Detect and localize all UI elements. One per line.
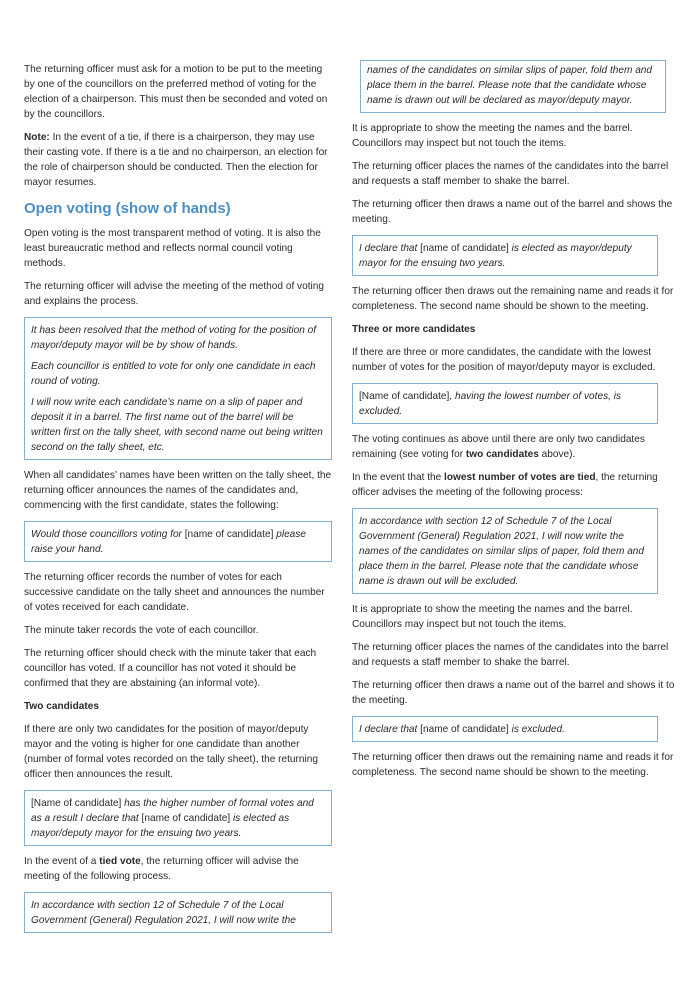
- script-text: It has been resolved that the method of voting for the position of mayor/deputy mayor will be by show of hands.: [31, 325, 317, 351]
- script-text: I declare that: [359, 724, 421, 735]
- script-box: [352, 383, 658, 424]
- note-paragraph: [24, 130, 332, 190]
- paragraph: It is appropriate to show the meeting the names and the barrel. Councillors may inspect but not touch the items.: [352, 604, 633, 630]
- placeholder-text: [Name of candidate]: [359, 391, 450, 402]
- text: above).: [538, 449, 576, 460]
- script-line: [31, 796, 325, 841]
- script-text: is elected as mayor/deputy mayor for the ensuing two years.: [359, 243, 632, 269]
- script-text: has the higher number of formal votes and as a result I declare that: [31, 798, 314, 824]
- paragraph: The returning officer places the names of the candidates into the barrel and requests a staff member to shake the barrel.: [352, 161, 669, 187]
- script-line: [359, 389, 651, 419]
- script-box: [352, 508, 658, 594]
- script-text: please raise your hand.: [31, 529, 306, 555]
- script-text: , having the lowest number of votes, is excluded.: [359, 391, 622, 417]
- script-line: [31, 395, 325, 455]
- text: In the event that the: [352, 472, 445, 483]
- script-line: [31, 898, 325, 928]
- subheading: Two candidates: [24, 701, 99, 712]
- text: The voting continues as above until there are only two candidates remaining (see voting for: [352, 434, 645, 460]
- note-text: In the event of a tie, if there is a chairperson, they may use their casting vote. If there is a tie and no chairperson, an election for the role of chairperson should be conducted. Then the election for mayor resumes.: [24, 132, 328, 188]
- bold-text: tied vote: [99, 856, 141, 867]
- script-box: [24, 521, 332, 562]
- paragraph: [352, 470, 683, 500]
- script-text: In accordance with section 12 of Schedule 7 of the Local Government (General) Regulation 2021, I will now write the: [31, 900, 296, 926]
- script-line: [359, 514, 651, 589]
- bold-text: two candidates: [465, 449, 539, 460]
- paragraph: The returning officer then draws a name out of the barrel and shows the meeting.: [352, 199, 673, 225]
- text: , the returning officer will advise the meeting of the following process.: [24, 856, 299, 882]
- script-line: [359, 241, 651, 271]
- paragraph: [352, 432, 683, 462]
- section-heading: Open voting (show of hands): [24, 200, 231, 217]
- placeholder-text: [name of candidate]: [184, 529, 274, 540]
- paragraph: The returning officer should check with the minute taker that each councillor has voted. If a councillor has not voted it should be confirmed that they are abstaining (an informal vote).: [24, 648, 317, 689]
- script-text: is excluded.: [508, 724, 565, 735]
- paragraph: The returning officer then draws out the remaining name and reads it for completeness. The second name should be shown to the meeting.: [352, 752, 674, 778]
- right-column: [352, 60, 683, 788]
- paragraph: If there are only two candidates for the position of mayor/deputy mayor and the voting is higher for one candidate than another (number of formal votes recorded on the tally sheet), the returning officer then announces the result.: [24, 724, 318, 780]
- script-box: [24, 790, 332, 846]
- paragraph: Open voting is the most transparent method of voting. It is also the least bureaucratic method and reflects normal council voting methods.: [24, 228, 321, 269]
- placeholder-text: [name of candidate]: [420, 724, 509, 735]
- script-line: [359, 722, 651, 737]
- bold-text: lowest number of votes are tied: [444, 472, 596, 483]
- script-text: Would those councillors voting for: [31, 529, 185, 540]
- script-text: names of the candidates on similar slips of paper, fold them and place them in the barrel. Please note that the candidate whose name is drawn out will be declared as mayor/deputy mayor.: [367, 65, 653, 106]
- script-box: [24, 317, 332, 460]
- paragraph: The returning officer places the names of the candidates into the barrel and requests a staff member to shake the barrel.: [352, 642, 669, 668]
- placeholder-text: [name of candidate]: [420, 243, 509, 254]
- script-line: [31, 323, 325, 353]
- paragraph: When all candidates’ names have been written on the tally sheet, the returning officer announces the names of the candidates and, commencing with the first candidate, states the following:: [24, 470, 332, 511]
- script-line: [367, 63, 659, 108]
- paragraph: The returning officer records the number of votes for each successive candidate on the tally sheet and announces the number of votes received for each candidate.: [24, 572, 325, 613]
- script-box: [352, 235, 658, 276]
- script-text: Each councillor is entitled to vote for only one candidate in each round of voting.: [31, 361, 316, 387]
- paragraph: The minute taker records the vote of each councillor.: [24, 625, 259, 636]
- paragraph: If there are three or more candidates, the candidate with the lowest number of votes for the position of mayor/deputy mayor is excluded.: [352, 347, 656, 373]
- paragraph: The returning officer must ask for a motion to be put to the meeting by one of the councillors on the preferred method of voting for the election of a chairperson. This must then be seconded and voted on by the councillors.: [24, 64, 328, 120]
- note-label: Note:: [24, 132, 50, 143]
- script-text: I will now write each candidate’s name on a slip of paper and deposit it in a barrel. The first name out of the barrel will be written first on the tally sheet, with second name out being written second on the tally sheet, etc.: [31, 397, 323, 453]
- script-box: [352, 716, 658, 742]
- text: In the event of a: [24, 856, 100, 867]
- subheading: Three or more candidates: [352, 324, 476, 335]
- script-text: I declare that: [359, 243, 421, 254]
- paragraph: [24, 854, 332, 884]
- script-box: [24, 892, 332, 933]
- script-box: [360, 60, 666, 113]
- paragraph: The returning officer then draws a name out of the barrel and shows it to the meeting.: [352, 680, 675, 706]
- placeholder-text: [Name of candidate]: [31, 798, 122, 809]
- text: , the returning officer advises the meeting of the following process:: [352, 472, 658, 498]
- script-line: [31, 527, 325, 557]
- paragraph: It is appropriate to show the meeting the names and the barrel. Councillors may inspect but not touch the items.: [352, 123, 633, 149]
- script-line: [31, 359, 325, 389]
- script-text: is elected as mayor/deputy mayor for the ensuing two years.: [31, 813, 290, 839]
- paragraph: The returning officer will advise the meeting of the method of voting and explains the process.: [24, 281, 324, 307]
- paragraph: The returning officer then draws out the remaining name and reads it for completeness. The second name should be shown to the meeting.: [352, 286, 674, 312]
- left-column: [24, 62, 332, 941]
- placeholder-text: [name of candidate]: [141, 813, 231, 824]
- script-text: In accordance with section 12 of Schedule 7 of the Local Government (General) Regulation 2021, I will now write the names of the candidates on similar slips of paper, fold them and place them in the barrel. Please note that the candidate whose name is drawn out will be excluded.: [359, 516, 645, 587]
